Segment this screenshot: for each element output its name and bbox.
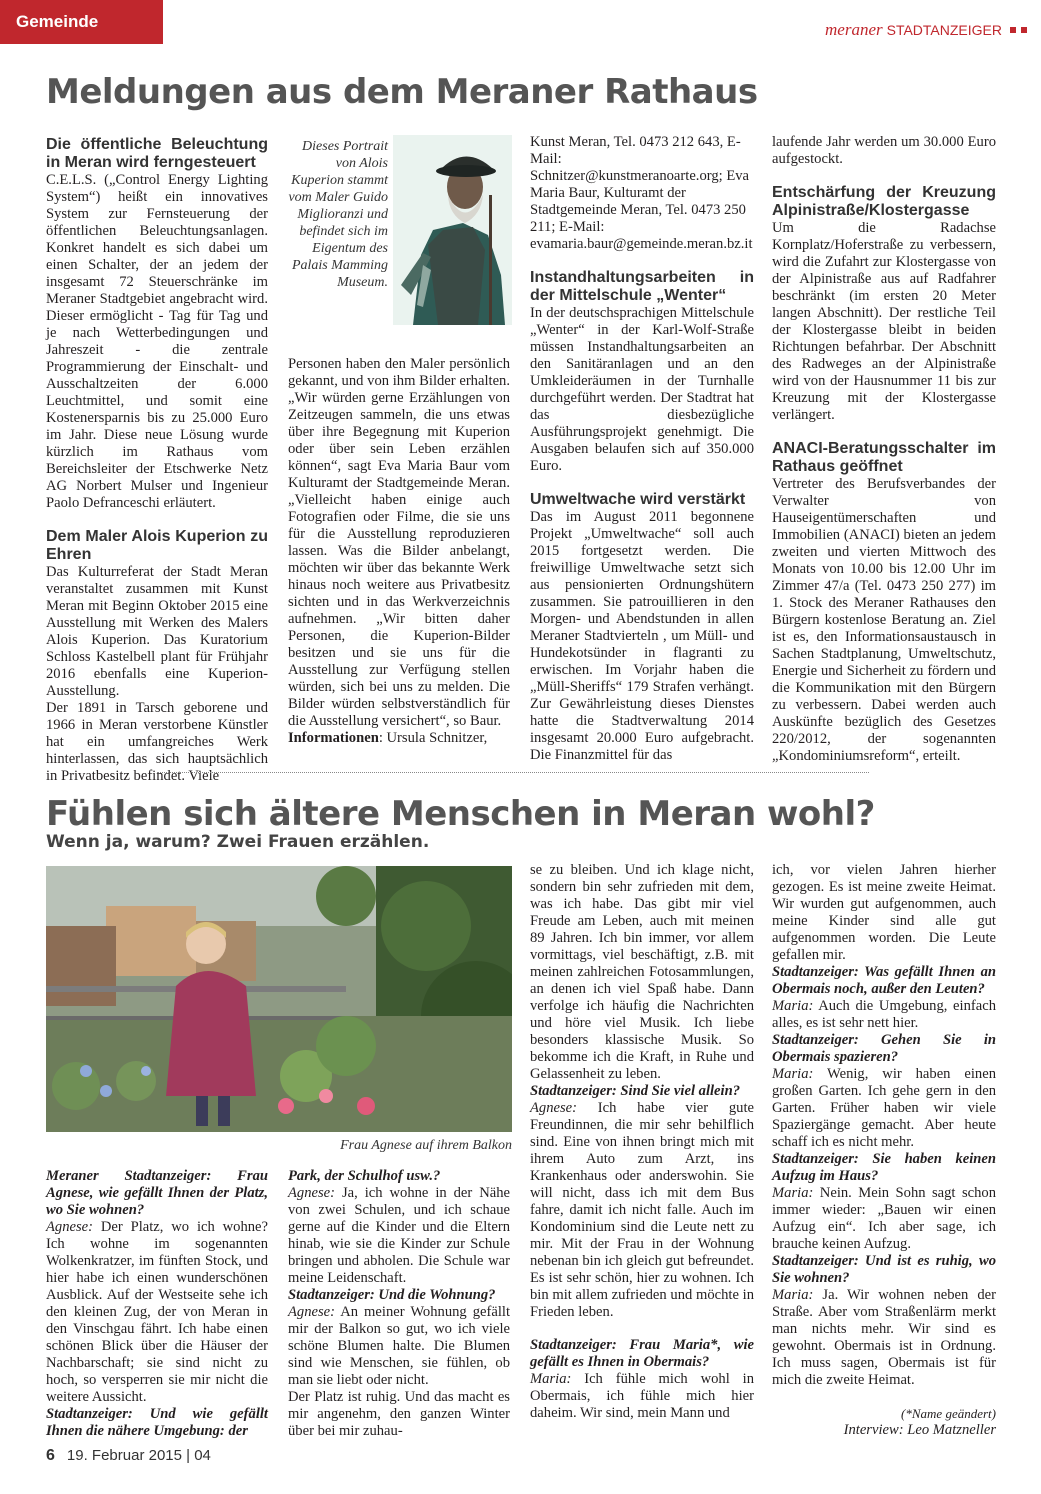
question-text: Stadtanzeiger: Frau Maria*, wie gefällt es Ihnen in Obermais?: [530, 1337, 754, 1370]
article2-column-2: [288, 1168, 510, 1440]
question: [530, 1083, 754, 1100]
headline-kreuzung: Entschärfung der Kreuzung Alpinistraße/Klostergasse: [772, 184, 996, 219]
answer: [288, 1185, 510, 1287]
info-label: Informationen: [288, 730, 379, 746]
answer: [772, 1066, 996, 1151]
contact-paragraph: Kunst Meran, Tel. 0473 212 643, E-Mail: Schnitzer@kunstmeranoarte.org; Eva Maria Baur, Kulturamt der Stadtgemeinde Meran, Tel. 0473 250 211; E-Mail: evamaria.baur@gemeinde.meran.bz.it: [530, 134, 753, 252]
article1-column-4: [772, 134, 996, 765]
paragraph: Das Kulturreferat der Stadt Meran veranstaltet zusammen mit Kunst Meran mit Beginn Oktober 2015 eine Ausstellung mit Werken des Malers Alois Kuperion. Das Kuratorium Schloss Kastelbell plant für Frühjahr 2016 ebenfalls eine Kuperion-Ausstellung.: [46, 564, 268, 699]
section-divider: [157, 772, 869, 773]
answer-text: Wenig, wir haben einen großen Garten. Ich gehe gern in den Garten. Früher haben wir viele Spaziergänge gemacht. Aber heute schaff ich es nicht mehr.: [772, 1066, 996, 1150]
answer-continued: Der Platz ist ruhig. Und das macht es mir angenehm, den ganzen Winter über bei mir zuhau-: [288, 1389, 510, 1439]
kuperion-portrait-image: [393, 135, 512, 325]
answer: [288, 1304, 510, 1389]
answer: [772, 998, 996, 1032]
headline-kuperion: Dem Maler Alois Kuperion zu Ehren: [46, 528, 268, 563]
answer: [530, 1371, 754, 1422]
page-footer: [46, 1447, 211, 1465]
headline-anaci: ANACI-Beratungsschalter im Rathaus geöffnet: [772, 440, 996, 475]
speaker-label: Maria:: [772, 1066, 814, 1082]
question-text: Stadtanzeiger: Und wie gefällt Ihnen die nähere Umgebung: der: [46, 1406, 268, 1439]
info-text: : Ursula Schnitzer,: [378, 730, 488, 746]
answer: [530, 1100, 754, 1321]
question-text: Stadtanzeiger: Gehen Sie in Obermais spazieren?: [772, 1032, 996, 1065]
issue-date: 19. Februar 2015 | 04: [66, 1447, 211, 1464]
article2-title: Fühlen sich ältere Menschen in Meran wohl?: [46, 794, 875, 834]
question-text: Stadtanzeiger: Und ist es ruhig, wo Sie wohnen?: [772, 1253, 996, 1286]
question: [288, 1168, 510, 1185]
paragraph: Das im August 2011 begonnene Projekt „Umweltwache“ soll auch 2015 fortgesetzt werden. Die freiwillige Umweltwache setzt sich aus pensionierten Ordnungshütern zusammen. Sie patrouillieren in den Morgen- und Abendstunden in allen Meraner Stadtvierteln , um Müll- und Hundekotsünder in flagranti zu erwischen. Im Vorjahr haben die „Müll-Sheriffs“ 179 Strafen verhängt. Zur Gewährleistung dieses Dienstes hatte die Stadtverwaltung 2014 insgesamt 20.000 Euro aufgebracht. Die Finanzmittel für das: [530, 509, 754, 763]
answer-text: Ja, ich wohne in der Nähe von zwei Schulen, und ich schaue gerne auf die Kinder und die Eltern hinab, wie sie die Kinder zur Schule bringen und abholen. Die Schule war meine Leidenschaft.: [288, 1185, 510, 1286]
speaker-label: Agnese:: [288, 1185, 336, 1201]
portrait-caption: Dieses Portrait von Alois Kuperion stammt vom Maler Guido Miglioranzi und befindet sich im Eigentum des Palais Mamming Museum.: [288, 139, 388, 290]
speaker-label: Agnese:: [288, 1304, 336, 1320]
paragraph: In der deutschsprachigen Mittelschule „Wenter“ in der Karl-Wolf-Straße müssen Instandhaltungsarbeiten an den Sanitäranlagen und an den Umkleideräumen in der Turnhalle durchgeführt werden. Der Stadtrat hat das diesbezügliche Ausführungsprojekt genehmigt. Die Ausgaben belaufen sich auf 350.000 Euro.: [530, 305, 754, 474]
brand-main: STADTANZEIGER: [886, 22, 1002, 38]
article2-column-1: [46, 1168, 268, 1440]
question: [46, 1406, 268, 1440]
paragraph: laufende Jahr werden um 30.000 Euro aufgestockt.: [772, 134, 996, 167]
masthead-logo: [825, 20, 1027, 40]
article1-column-3: [530, 134, 754, 764]
answer-text: Nein. Mein Sohn sagt schon immer wieder: „Bauen wir einen Aufzug ein“. Ich aber sage, ich brauche keinen Aufzug.: [772, 1185, 996, 1252]
question: [530, 1337, 754, 1371]
paragraph: Um die Radachse Kornplatz/Hoferstraße zu verbessern, wird die Zufahrt zur Klostergasse von der Alpinistraße aus auf Radfahrer beschränkt (im ersten 20 Meter langen Abschnitt). Der restliche Teil der Klostergasse bleibt in beiden Richtungen befahrbar. Der Abschnitt des Radweges an der Alpinistraße wird von der Hausnummer 11 bis zur Kreuzung mit der Klostergasse verlängert.: [772, 220, 996, 423]
article2-column-3: [530, 862, 754, 1422]
headline-beleuchtung: Die öffentliche Beleuchtung in Meran wird ferngesteuert: [46, 136, 268, 171]
question-text: Meraner Stadtanzeiger: Frau Agnese, wie gefällt Ihnen der Platz, wo Sie wohnen?: [46, 1168, 268, 1218]
question-text: Stadtanzeiger: Und die Wohnung?: [288, 1287, 496, 1303]
paragraph: Personen haben den Maler persönlich gekannt, und von ihm Bilder erhalten. „Wir würden gerne Erzählungen von Zeitzeugen sammeln, die uns etwas über ihre Begegnung mit Kuperion oder über sein Leben erzählen können“, sagt Eva Maria Baur vom Kulturamt der Stadtgemeinde Meran. „Vielleicht haben einige auch Fotografien oder Filme, die sie uns für die Ausstellung reproduzieren lassen. Was die Bilder anbelangt, möchten wir über das bekannte Werk hinaus noch weitere aus Privatbesitz sichten und in das Werkverzeichnis aufnehmen. „Wir bitten daher Personen, die Kuperion-Bilder besitzen und sie uns für die Ausstellung zur Verfügung stellen würden, sich bei uns zu melden. Die Bilder würden selbstverständlich für die Ausstellung versichert“, so Baur.: [288, 356, 510, 729]
article2-subtitle: Wenn ja, warum? Zwei Frauen erzählen.: [46, 832, 430, 852]
answer-continued: ich, vor vielen Jahren hierher gezogen. Es ist meine zweite Heimat. Wir wurden gut aufgenommen, auch meine Kinder sind alle gut aufgenommen worden. Die Leute gefallen mir.: [772, 862, 996, 963]
article1-column-2: [288, 356, 510, 747]
interview-credit: Interview: Leo Matzneller: [843, 1422, 996, 1438]
question: [46, 1168, 268, 1219]
speaker-label: Agnese:: [530, 1100, 578, 1116]
balcony-photo-illustration: [46, 866, 512, 1132]
brand-square-icon: [1010, 27, 1016, 33]
answer-text: Auch die Umgebung, einfach alles, es ist sehr nett hier.: [772, 998, 996, 1031]
question-text: Stadtanzeiger: Was gefällt Ihnen an Obermais noch, außer den Leuten?: [772, 964, 996, 997]
article1-column-1: [46, 136, 268, 785]
speaker-label: Maria:: [530, 1371, 572, 1387]
brand-italic: meraner: [825, 20, 883, 39]
question: [772, 964, 996, 998]
answer-text: An meiner Wohnung gefällt mir der Balkon so gut, wo ich viele schöne Blumen halte. Die Blumen sind wie Menschen, sie fühlen, ob man sie liebt oder nicht.: [288, 1304, 510, 1388]
section-tag: Gemeinde: [0, 0, 163, 44]
paragraph: Vertreter des Berufsverbandes der Verwalter von Hauseigentümerschaften und Immobilien (ANACI) bieten an jedem zweiten und vierten Mittwoch des Monats von 10.00 bis 12.00 Uhr im Zimmer 47/a (Tel. 0473 250 277) im 1. Stock des Meraner Rathauses den Bürgern kostenlose Beratung an. Ziel ist es, den Informationsaustausch in Sachen Stadtplanung, Umweltschutz, Energie und Sicherheit zu fördern und die Kommunikation mit den Bürgern zu verbessern. Dabei werden auch Auskünfte bezüglich des Gesetzes 220/2012, der sogenannten „Kondominiumsreform“, erteilt.: [772, 476, 996, 764]
question: [772, 1032, 996, 1066]
speaker-label: Maria:: [772, 1287, 814, 1303]
article1-title: Meldungen aus dem Meraner Rathaus: [46, 72, 758, 112]
speaker-label: Maria:: [772, 1185, 814, 1201]
answer-text: Ich fühle mich wohl in Obermais, ich fühle mich hier daheim. Wir sind, mein Mann und: [530, 1371, 754, 1421]
paragraph: Der 1891 in Tarsch geborene und 1966 in Meran verstorbene Künstler hat ein umfangreiches Werk hinterlassen, das sich hauptsächlich in Privatbesitz befindet. Viele: [46, 700, 268, 784]
question-text: Park, der Schulhof usw.?: [288, 1168, 441, 1184]
question: [772, 1151, 996, 1185]
portrait-illustration: [393, 135, 512, 325]
photo-caption: Frau Agnese auf ihrem Balkon: [340, 1138, 512, 1153]
paragraph: C.E.L.S. („Control Energy Lighting System“) heißt ein innovatives System zur Fernsteuerung der öffentlichen Beleuchtungsanlagen. Konkret handelt es sich dabei um einen Schalter, der an jedem der insgesamt 72 Steuerschränke im Meraner Stadtgebiet angebracht wird. Dieser ermöglicht - Tag für Tag und je nach Wetterbedingungen und Jahreszeit - die zentrale Programmierung der Einschalt- und Ausschaltzeiten der 6.000 Leuchtmittel, und somit eine Kostenersparnis bis zu 25.000 Euro im Jahr. Diese neue Lösung wurde kürzlich im Rathaus vom Bereichsleiter der Etschwerke Netz AG Norbert Mulser und Ingenieur Paolo Defranceschi erläutert.: [46, 172, 268, 511]
answer-text: Ich habe vier gute Freundinnen, die mir sehr behilflich sind. Eine von ihnen bringt mich mit ihrem Auto zum Arzt, ins Krankenhaus oder anderswohin. Sie will nicht, dass ich mit dem Bus fahre, damit ich nicht falle. Auch im Kondominium sind die Leute nett zu mir. Mit der Frau in der Wohnung nebenan bin ich gleich gut befreundet. Es ist sehr schön, hier zu wohnen. Ich bin mit allem zufrieden und möchte in Frieden leben.: [530, 1100, 754, 1320]
answer: [772, 1287, 996, 1389]
headline-wenter: Instandhaltungsarbeiten in der Mittelschule „Wenter“: [530, 269, 754, 304]
brand-square-icon: [1021, 27, 1027, 33]
answer: [772, 1185, 996, 1253]
name-changed-note: (*Name geändert): [901, 1406, 996, 1421]
speaker-label: Agnese:: [46, 1219, 94, 1235]
speaker-label: Maria:: [772, 998, 814, 1014]
info-line: [288, 730, 510, 747]
question: [772, 1253, 996, 1287]
page-number: 6: [46, 1447, 55, 1464]
answer-continued: se zu bleiben. Und ich klage nicht, sondern bin sehr zufrieden mit dem, was ich habe. Das gibt mir viel Freude am Leben, auch mit meinen 89 Jahren. Ich bin immer, vor allem vormittags, viel beschäftigt, z.B. mit meinen zahlreichen Fotosammlungen, an denen ich viel Spaß habe. Dann verfolge ich häufig die Nachrichten und höre viel Musik. Ich liebe besonders klassische Musik. So bekomme ich die Kraft, in Ruhe und Gelassenheit zu leben.: [530, 862, 754, 1082]
question-text: Stadtanzeiger: Sie haben keinen Aufzug im Haus?: [772, 1151, 996, 1184]
answer: [46, 1219, 268, 1406]
agnese-balcony-photo: [46, 866, 512, 1132]
article2-column-4: [772, 862, 996, 1439]
question-text: Stadtanzeiger: Sind Sie viel allein?: [530, 1083, 740, 1099]
answer-text: Der Platz, wo ich wohne? Ich wohne im sogenannten Wolkenkratzer, im fünften Stock, und hier habe ich einen wunderschönen Ausblick. Auf der Westseite sehe ich den kleinen Zug, der von Meran in den Vinschgau fährt. Ich habe einen schönen Blick über die Häuser der Nachbarschaft; sie sind nicht zu hoch, so versperren sie mir nicht die weitere Aussicht.: [46, 1219, 268, 1405]
question: [288, 1287, 510, 1304]
answer-text: Ja. Wir wohnen neben der Straße. Aber vom Straßenlärm merkt man nichts mehr. Wir sind es gewohnt. Obermais ist in Ordnung. Ich muss sagen, Obermais ist für mich die zweite Heimat.: [772, 1287, 996, 1388]
headline-umweltwache: Umweltwache wird verstärkt: [530, 491, 746, 508]
